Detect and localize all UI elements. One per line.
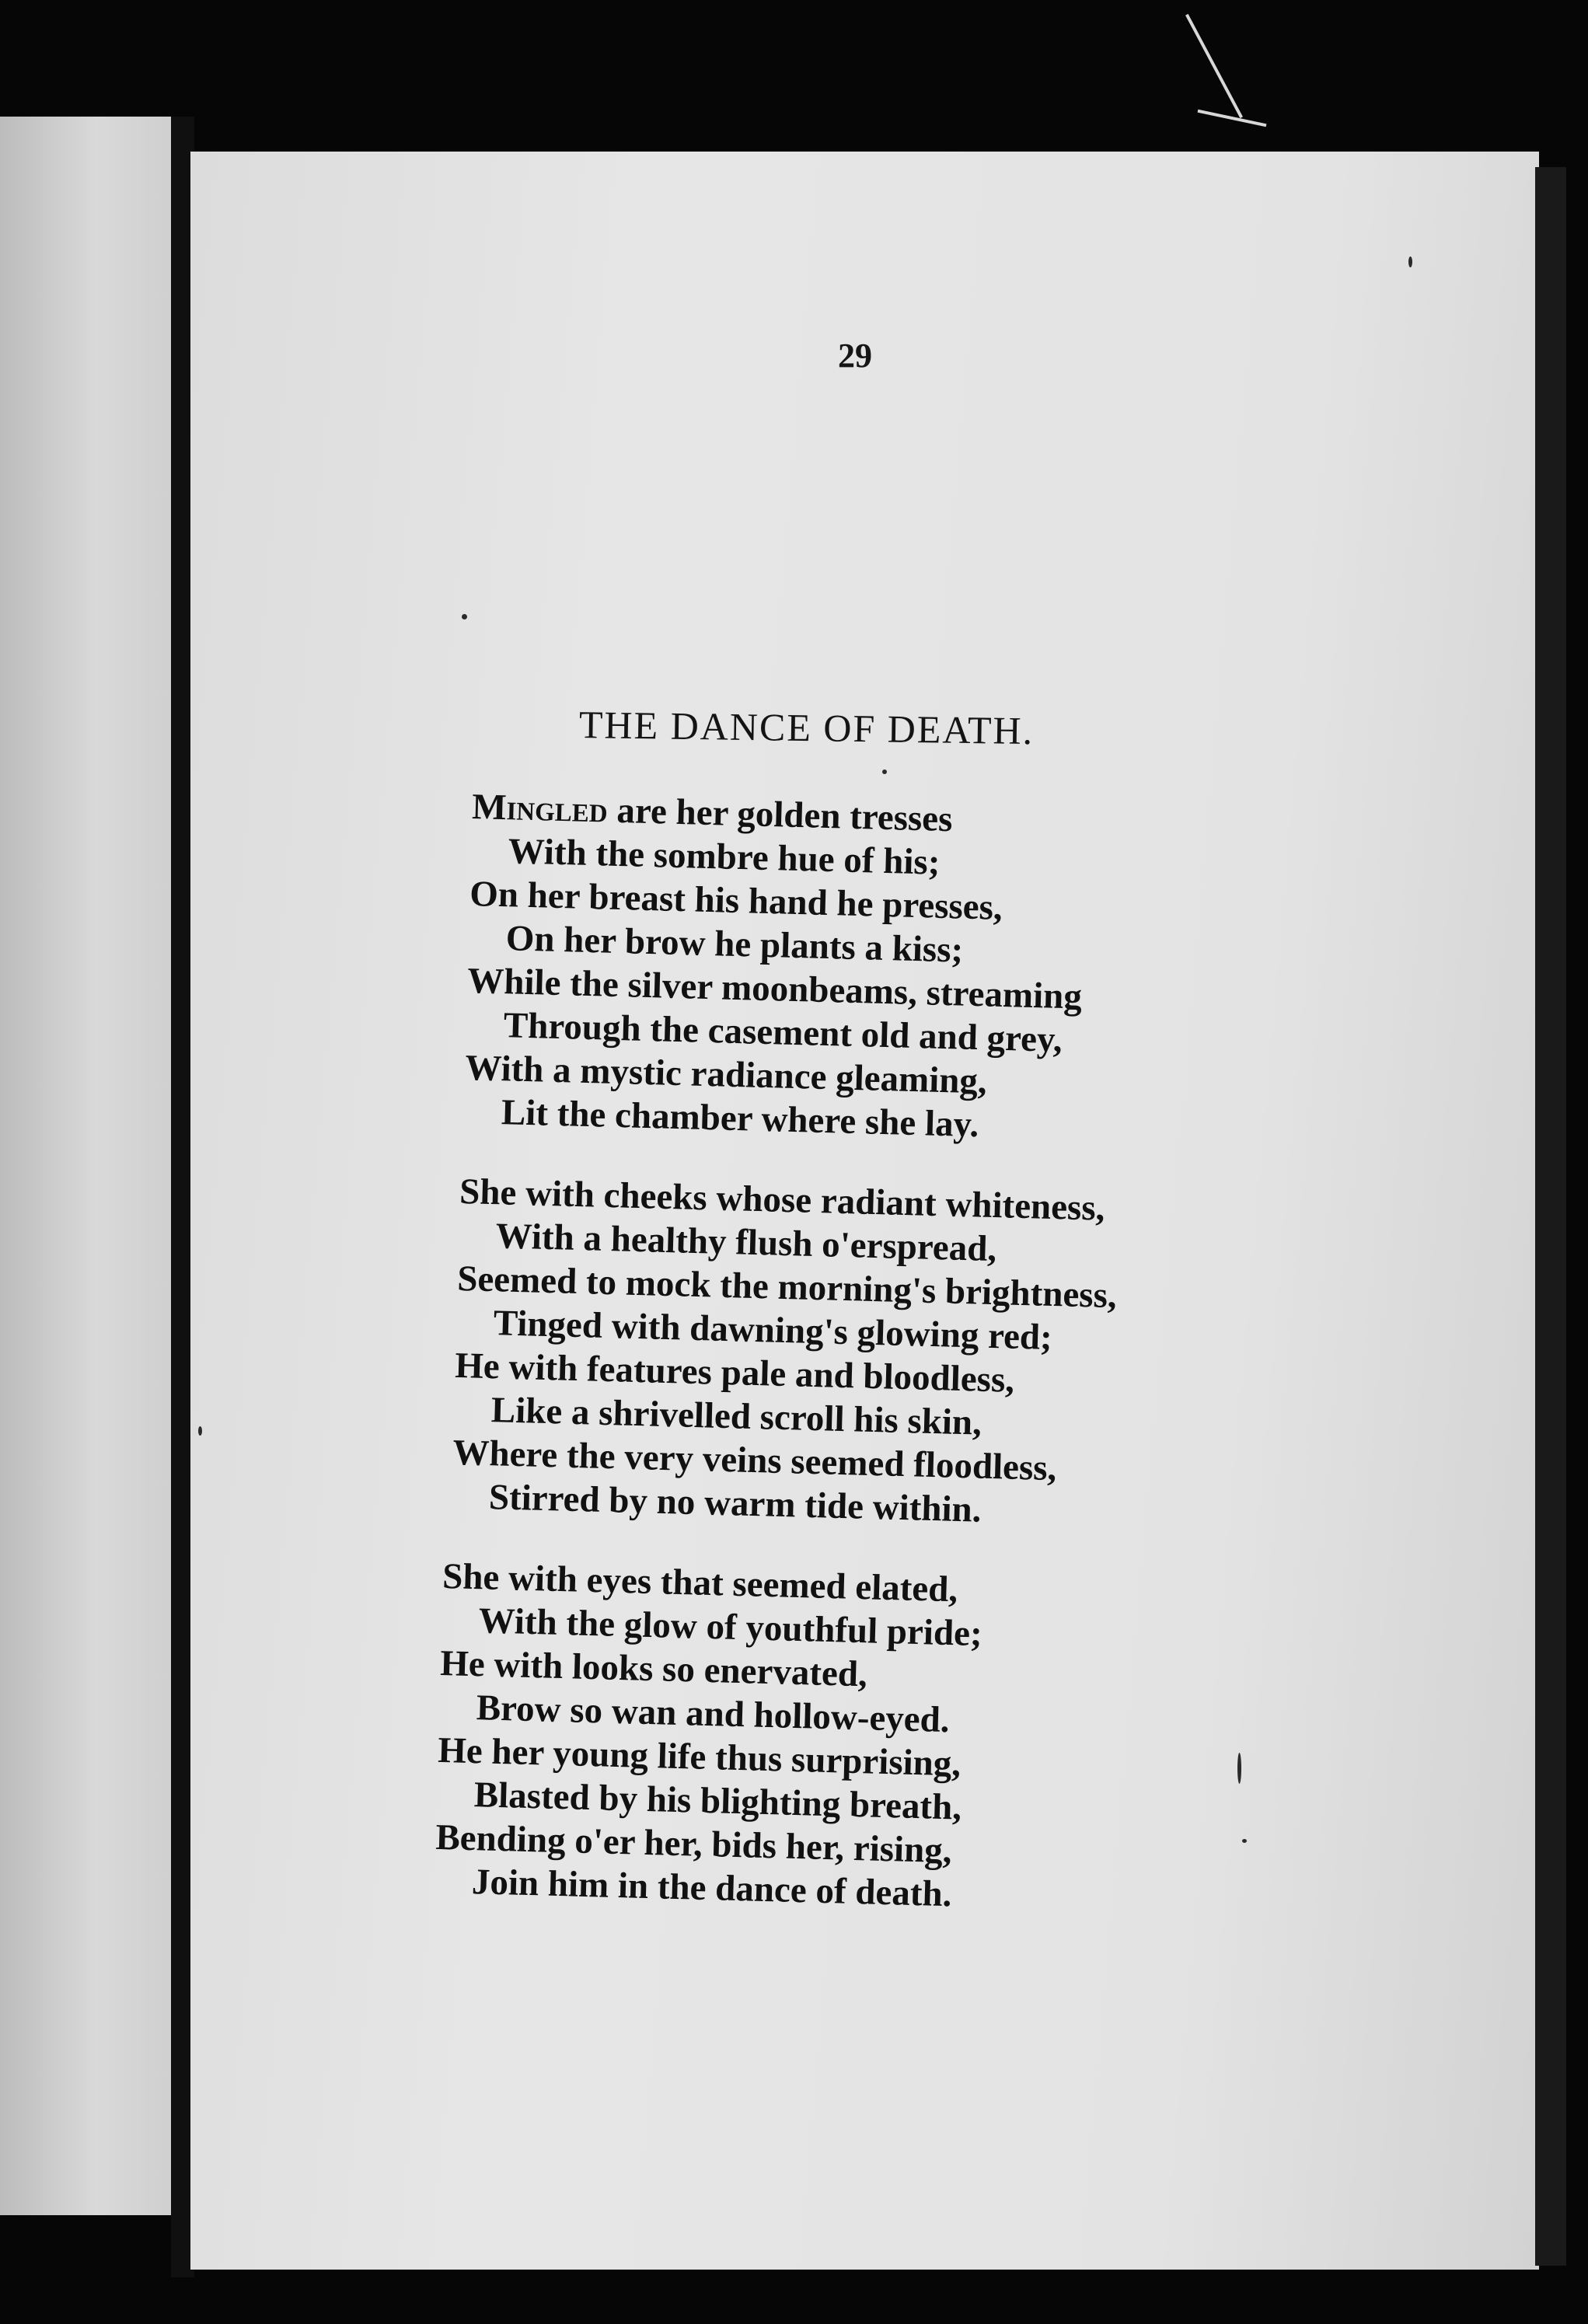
poem-line: On her brow he plants a kiss; [505,918,964,971]
poem-line: With the glow of youthful pride; [478,1600,983,1655]
poem-line: Bending o'er her, bids her, rising, [435,1816,953,1872]
facing-page-edge [0,117,175,2215]
dust-speck [1237,1753,1241,1784]
poem-title: THE DANCE OF DEATH. [578,703,1035,753]
stanza-1 [463,785,1087,1150]
poem-line: He with looks so enervated, [439,1642,868,1695]
poem-line: While the silver moonbeams, streaming [466,960,1083,1017]
page-shadow-edge [1535,167,1566,2266]
poem-line: Where the very veins seemed floodless, [452,1432,1057,1489]
poem-line: With a mystic radiance gleaming, [464,1047,988,1102]
drop-word: Mingled [471,786,609,831]
stanza-2 [451,1170,1119,1535]
poem-line: He with features pale and bloodless, [454,1345,1015,1401]
poem-line: She with cheeks whose radiant whiteness, [459,1171,1106,1229]
poem-line: With a healthy flush o'erspread, [495,1216,997,1270]
dust-speck [882,769,887,774]
poem-line: Blasted by his blighting breath, [473,1774,962,1828]
poem-line: Like a shrivelled scroll his skin, [490,1390,982,1443]
poem-line: Stirred by no warm tide within. [488,1477,982,1530]
film-scratch [1185,14,1243,118]
poem-line: Tinged with dawning's glowing red; [493,1303,1053,1359]
poem-line: Through the casement old and grey, [503,1005,1063,1060]
stanza-3 [434,1555,984,1917]
film-scratch [1198,110,1267,127]
poem-line: He her young life thus surprising, [437,1729,962,1785]
dust-speck [1242,1839,1247,1843]
line-rest: are her golden tresses [607,790,954,840]
page-number: 29 [838,337,872,375]
dust-speck [462,614,467,619]
poem-line: She with eyes that seemed elated, [441,1555,958,1610]
dust-speck [1408,256,1412,267]
poem-line: Seemed to mock the morning's brightness, [456,1258,1118,1317]
poem-line: Join him in the dance of death. [471,1862,953,1915]
poem-line: Brow so wan and hollow-eyed. [476,1687,951,1741]
poem-line: Lit the chamber where she lay. [501,1092,979,1146]
dust-speck [198,1426,202,1436]
poem-line: On her breast his hand he presses, [469,873,1003,928]
poem-line: With the sombre hue of his; [508,831,941,883]
